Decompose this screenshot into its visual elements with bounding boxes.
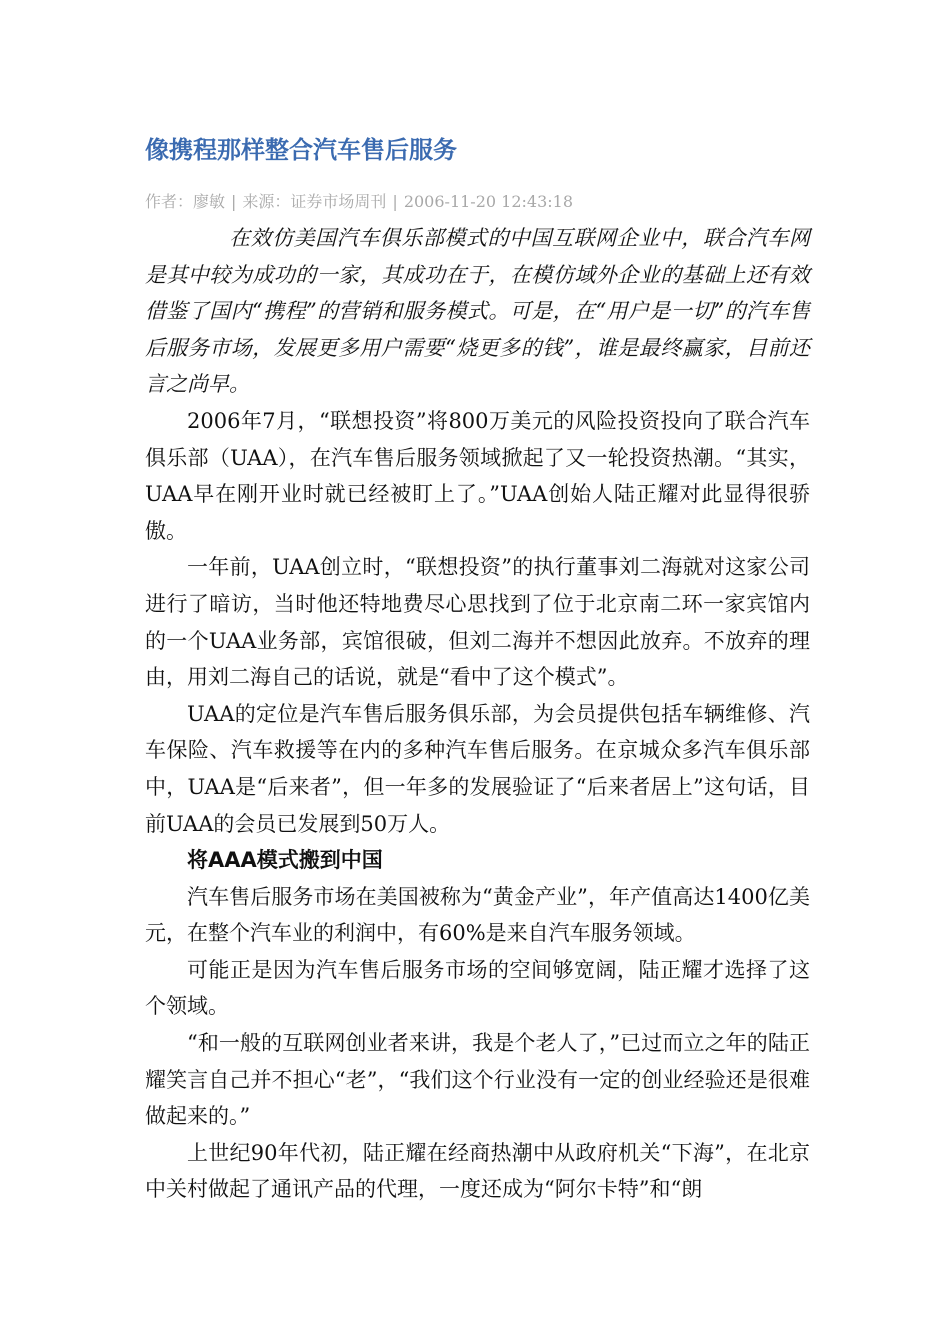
- lead-paragraph: 在效仿美国汽车俱乐部模式的中国互联网企业中，联合汽车网是其中较为成功的一家，其成功在于，在模仿域外企业的基础上还有效借鉴了国内“携程”的营销和服务模式。可是，在“用户是一切”的汽车售后服务市场，发展更多用户需要“烧更多的钱”，谁是最终赢家，目前还言之尚早。: [145, 226, 810, 397]
- paragraph: UAA的定位是汽车售后服务俱乐部，为会员提供包括车辆维修、汽车保险、汽车救援等在内的多种汽车售后服务。在京城众多汽车俱乐部中，UAA是“后来者”，但一年多的发展验证了“后来者居上”这句话，目前UAA的会员已发展到50万人。: [145, 701, 810, 836]
- article: [145, 132, 810, 1208]
- section-heading: 将AAA模式搬到中国: [187, 848, 383, 873]
- paragraph: 一年前，UAA创立时，“联想投资”的执行董事刘二海就对这家公司进行了暗访，当时他还特地费尽心思找到了位于北京南二环一家宾馆内的一个UAA业务部，宾馆很破，但刘二海并不想因此放弃。不放弃的理由，用刘二海自己的话说，就是“看中了这个模式”。: [145, 555, 810, 690]
- paragraph: 2006年7月，“联想投资”将800万美元的风险投资投向了联合汽车俱乐部（UAA），在汽车售后服务领域掀起了又一轮投资热潮。“其实，UAA早在刚开业时就已经被盯上了。”UAA创始人陆正耀对此显得很骄傲。: [145, 408, 810, 543]
- article-body: [145, 220, 810, 1208]
- article-meta: [145, 190, 810, 214]
- meta-separator: |: [231, 192, 237, 211]
- article-title: 像携程那样整合汽车售后服务: [145, 136, 457, 164]
- author: 作者：廖敏: [145, 192, 226, 211]
- paragraph: “和一般的互联网创业者来讲，我是个老人了，”已过而立之年的陆正耀笑言自己并不担心“老”，“我们这个行业没有一定的创业经验还是很难做起来的。”: [145, 1031, 810, 1129]
- paragraph: 汽车售后服务市场在美国被称为“黄金产业”，年产值高达1400亿美元，在整个汽车业的利润中，有60%是来自汽车服务领域。: [145, 884, 810, 946]
- paragraph: 上世纪90年代初，陆正耀在经商热潮中从政府机关“下海”，在北京中关村做起了通讯产品的代理，一度还成为“阿尔卡特”和“朗: [145, 1140, 810, 1202]
- meta-separator: |: [392, 192, 398, 211]
- paragraph: 可能正是因为汽车售后服务市场的空间够宽阔，陆正耀才选择了这个领域。: [145, 957, 810, 1019]
- publish-datetime: 2006-11-20 12:43:18: [403, 192, 574, 211]
- source: 来源：证券市场周刊: [242, 192, 387, 211]
